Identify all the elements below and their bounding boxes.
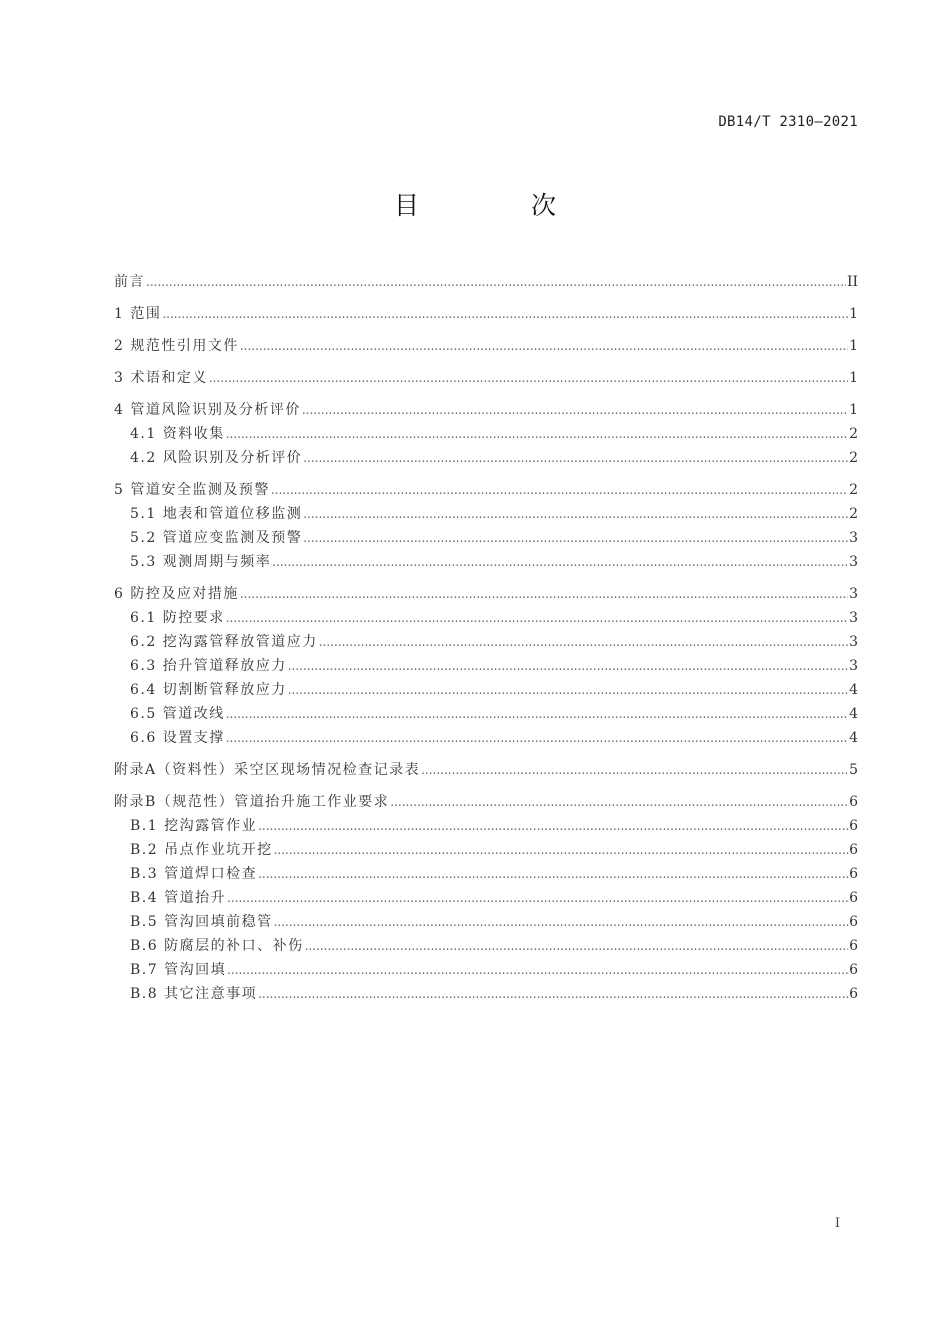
toc-entry-label: 5.2 管道应变监测及预警 (130, 530, 303, 546)
toc-leader-dots (227, 886, 848, 910)
toc-entry[interactable] (114, 398, 858, 422)
toc-entry[interactable] (114, 982, 858, 1006)
toc-leader-dots (162, 302, 848, 326)
toc-entry-page: 2 (849, 482, 858, 498)
toc-entry-page: 1 (849, 306, 858, 322)
toc-entry-label: 5.3 观测周期与频率 (130, 554, 272, 570)
toc-leader-dots (302, 398, 848, 422)
toc-entry-label: 4 管道风险识别及分析评价 (114, 402, 301, 418)
toc-leader-dots (274, 838, 848, 862)
toc-entry-page: 2 (849, 506, 858, 522)
toc-entry-label: B.6 防腐层的补口、补伤 (130, 938, 304, 954)
toc-leader-dots (258, 982, 848, 1006)
toc-leader-dots (271, 478, 848, 502)
toc-leader-dots (226, 726, 848, 750)
toc-entry-page: 4 (849, 730, 858, 746)
toc-entry-label: 5.1 地表和管道位移监测 (130, 506, 303, 522)
toc-entry-label: B.1 挖沟露管作业 (130, 818, 258, 834)
toc-entry-page: 2 (849, 450, 858, 466)
toc-leader-dots (421, 758, 848, 782)
toc-entry-page: 6 (849, 866, 858, 882)
toc-entry-page: 3 (849, 634, 858, 650)
toc-entry-page: 2 (849, 426, 858, 442)
toc-entry[interactable] (114, 702, 858, 726)
toc-leader-dots (274, 910, 848, 934)
toc-entry-page: 3 (849, 610, 858, 626)
toc-entry[interactable] (114, 886, 858, 910)
toc-entry[interactable] (114, 302, 858, 326)
toc-leader-dots (319, 630, 848, 654)
toc-entry[interactable] (114, 790, 858, 814)
toc-entry-page: 5 (849, 762, 858, 778)
toc-leader-dots (240, 582, 848, 606)
toc-leader-dots (209, 366, 848, 390)
toc-leader-dots (303, 502, 848, 526)
toc-entry-page: 6 (849, 962, 858, 978)
toc-entry[interactable] (114, 814, 858, 838)
footer-page-number: I (834, 1216, 840, 1231)
toc-entry[interactable] (114, 758, 858, 782)
toc-entry-page: 6 (849, 914, 858, 930)
toc-leader-dots (288, 678, 848, 702)
toc-entry[interactable] (114, 334, 858, 358)
toc-leader-dots (258, 814, 848, 838)
toc-entry-label: 3 术语和定义 (114, 370, 208, 386)
toc-entry-label: 2 规范性引用文件 (114, 338, 239, 354)
toc-entry-label: 前言 (114, 274, 145, 290)
toc-entry-page: 1 (849, 338, 858, 354)
toc-leader-dots (146, 270, 846, 294)
toc-entry[interactable] (114, 606, 858, 630)
toc-entry[interactable] (114, 654, 858, 678)
toc-entry[interactable] (114, 838, 858, 862)
toc-leader-dots (303, 446, 848, 470)
toc-entry-page: 6 (849, 986, 858, 1002)
toc-entry[interactable] (114, 934, 858, 958)
toc-leader-dots (240, 334, 848, 358)
toc-entry[interactable] (114, 678, 858, 702)
toc-entry-label: 6.6 设置支撑 (130, 730, 225, 746)
toc-entry-page: 4 (849, 706, 858, 722)
toc-entry[interactable] (114, 726, 858, 750)
toc-entry-label: B.2 吊点作业坑开挖 (130, 842, 273, 858)
toc-entry[interactable] (114, 630, 858, 654)
toc-entry[interactable] (114, 582, 858, 606)
toc-leader-dots (227, 958, 848, 982)
toc-entry-label: 4.1 资料收集 (130, 426, 225, 442)
toc-entry-label: 5 管道安全监测及预警 (114, 482, 270, 498)
toc-leader-dots (305, 934, 848, 958)
toc-entry-label: 6 防控及应对措施 (114, 586, 239, 602)
toc-entry[interactable] (114, 478, 858, 502)
toc-leader-dots (226, 606, 848, 630)
toc-entry-label: B.7 管沟回填 (130, 962, 227, 978)
toc-entry-page: 6 (849, 794, 858, 810)
toc-entry[interactable] (114, 910, 858, 934)
toc-entry-page: 3 (849, 554, 858, 570)
toc-leader-dots (226, 422, 848, 446)
toc-leader-dots (272, 550, 848, 574)
toc-entry-page: 3 (849, 658, 858, 674)
toc-entry[interactable] (114, 366, 858, 390)
toc-entry-label: B.8 其它注意事项 (130, 986, 258, 1002)
toc-entry[interactable] (114, 270, 858, 294)
toc-entry-page: 3 (849, 586, 858, 602)
toc-leader-dots (258, 862, 848, 886)
toc-entry-page: 6 (849, 890, 858, 906)
toc-entry-label: 1 范围 (114, 306, 162, 322)
toc-entry-label: 6.5 管道改线 (130, 706, 225, 722)
toc-entry[interactable] (114, 862, 858, 886)
toc-entry[interactable] (114, 526, 858, 550)
toc-entry-page: 1 (849, 402, 858, 418)
toc-entry[interactable] (114, 958, 858, 982)
table-of-contents (114, 270, 858, 1006)
toc-leader-dots (226, 702, 848, 726)
toc-entry-label: 附录A（资料性）采空区现场情况检查记录表 (114, 762, 421, 778)
toc-leader-dots (288, 654, 848, 678)
toc-entry-label: 4.2 风险识别及分析评价 (130, 450, 303, 466)
toc-entry-label: B.5 管沟回填前稳管 (130, 914, 273, 930)
toc-entry-page: 3 (849, 530, 858, 546)
document-code: DB14/T 2310—2021 (718, 114, 858, 130)
toc-leader-dots (303, 526, 848, 550)
toc-entry-page: 6 (849, 938, 858, 954)
toc-entry-page: 4 (849, 682, 858, 698)
toc-entry[interactable] (114, 502, 858, 526)
toc-entry-page: 6 (849, 842, 858, 858)
toc-entry[interactable] (114, 446, 858, 470)
toc-entry-label: 6.4 切割断管释放应力 (130, 682, 287, 698)
toc-entry[interactable] (114, 550, 858, 574)
toc-entry-page: 1 (849, 370, 858, 386)
toc-entry[interactable] (114, 422, 858, 446)
page-title: 目 次 (394, 191, 608, 220)
toc-entry-label: 6.2 挖沟露管释放管道应力 (130, 634, 318, 650)
toc-entry-label: B.4 管道抬升 (130, 890, 227, 906)
toc-entry-label: 6.1 防控要求 (130, 610, 225, 626)
toc-leader-dots (390, 790, 848, 814)
toc-entry-label: 6.3 抬升管道释放应力 (130, 658, 287, 674)
toc-entry-page: II (846, 274, 858, 290)
toc-entry-label: B.3 管道焊口检查 (130, 866, 258, 882)
toc-entry-label: 附录B（规范性）管道抬升施工作业要求 (114, 794, 390, 810)
toc-entry-page: 6 (849, 818, 858, 834)
